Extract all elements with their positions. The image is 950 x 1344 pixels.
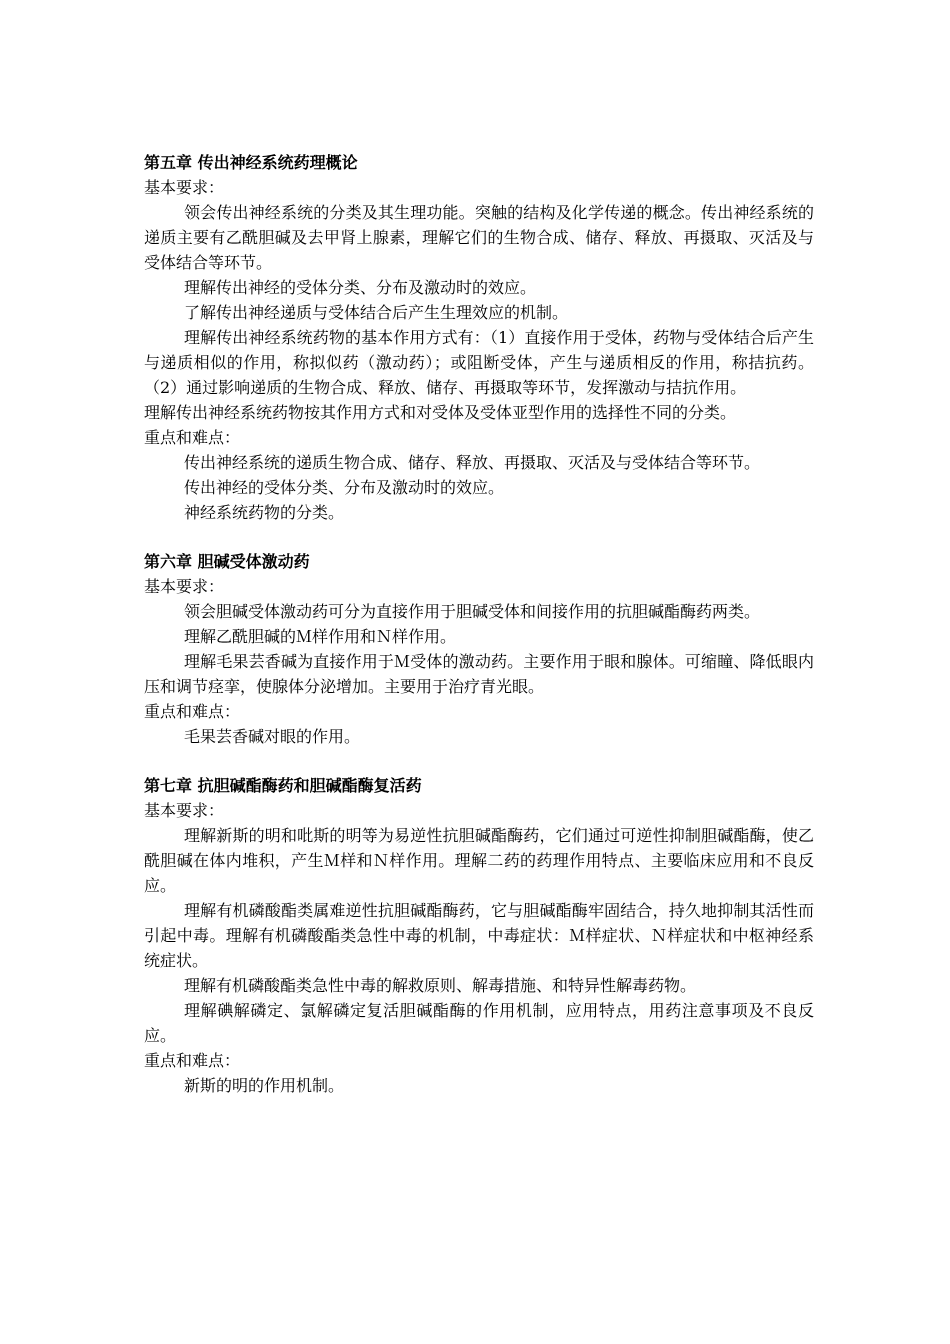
requirement-paragraph: 理解碘解磷定、氯解磷定复活胆碱酯酶的作用机制，应用特点，用药注意事项及不良反应。 [144,1001,814,1045]
requirement-paragraph: 了解传出神经递质与受体结合后产生生理效应的机制。 [184,303,569,322]
chapter-title: 第六章 胆碱受体激动药 [144,552,310,571]
chapter-6 [144,549,814,749]
key-points-label: 重点和难点： [144,702,241,721]
chapter-title: 第五章 传出神经系统药理概论 [144,153,358,172]
requirement-paragraph: 理解毛果芸香碱为直接作用于Ｍ受体的激动药。主要作用于眼和腺体。可缩瞳、降低眼内压和调节痉挛，使腺体分泌增加。主要用于治疗青光眼。 [144,652,814,696]
chapter-5 [144,150,814,525]
key-points-label: 重点和难点： [144,428,241,447]
requirements-label: 基本要求： [144,178,225,197]
chapter-title: 第七章 抗胆碱酯酶药和胆碱酯酶复活药 [144,776,422,795]
key-point-paragraph: 传出神经的受体分类、分布及激动时的效应。 [184,478,505,497]
requirements-label: 基本要求： [144,577,225,596]
document-page [144,150,814,1122]
requirement-paragraph: 理解传出神经系统药物按其作用方式和对受体及受体亚型作用的选择性不同的分类。 [144,403,737,422]
requirement-paragraph: 领会传出神经系统的分类及其生理功能。突触的结构及化学传递的概念。传出神经系统的递质主要有乙酰胆碱及去甲肾上腺素，理解它们的生物合成、储存、释放、再摄取、灭活及与受体结合等环节。 [144,203,814,272]
key-point-paragraph: 新斯的明的作用机制。 [184,1076,345,1095]
requirement-paragraph: 理解有机磷酸酯类属难逆性抗胆碱酯酶药，它与胆碱酯酶牢固结合，持久地抑制其活性而引起中毒。理解有机磷酸酯类急性中毒的机制，中毒症状：Ｍ样症状、Ｎ样症状和中枢神经系统症状。 [144,901,814,970]
key-point-paragraph: 神经系统药物的分类。 [184,503,345,522]
requirement-paragraph: 理解乙酰胆碱的Ｍ样作用和Ｎ样作用。 [184,627,457,646]
requirement-paragraph: 理解新斯的明和吡斯的明等为易逆性抗胆碱酯酶药，它们通过可逆性抑制胆碱酯酶，使乙酰胆碱在体内堆积，产生Ｍ样和Ｎ样作用。理解二药的药理作用特点、主要临床应用和不良反应。 [144,826,814,895]
requirement-paragraph: 理解传出神经系统药物的基本作用方式有：（1）直接作用于受体，药物与受体结合后产生与递质相似的作用，称拟似药（激动药）；或阻断受体，产生与递质相反的作用，称拮抗药。（2）通过影响递质的生物合成、释放、储存、再摄取等环节，发挥激动与拮抗作用。 [144,328,814,397]
key-points-label: 重点和难点： [144,1051,241,1070]
key-point-paragraph: 传出神经系统的递质生物合成、储存、释放、再摄取、灭活及与受体结合等环节。 [184,453,761,472]
requirement-paragraph: 理解传出神经的受体分类、分布及激动时的效应。 [184,278,537,297]
key-point-paragraph: 毛果芸香碱对眼的作用。 [184,727,361,746]
requirement-paragraph: 领会胆碱受体激动药可分为直接作用于胆碱受体和间接作用的抗胆碱酯酶药两类。 [184,602,761,621]
requirements-label: 基本要求： [144,801,225,820]
requirement-paragraph: 理解有机磷酸酯类急性中毒的解救原则、解毒措施、和特异性解毒药物。 [184,976,697,995]
chapter-7 [144,773,814,1098]
